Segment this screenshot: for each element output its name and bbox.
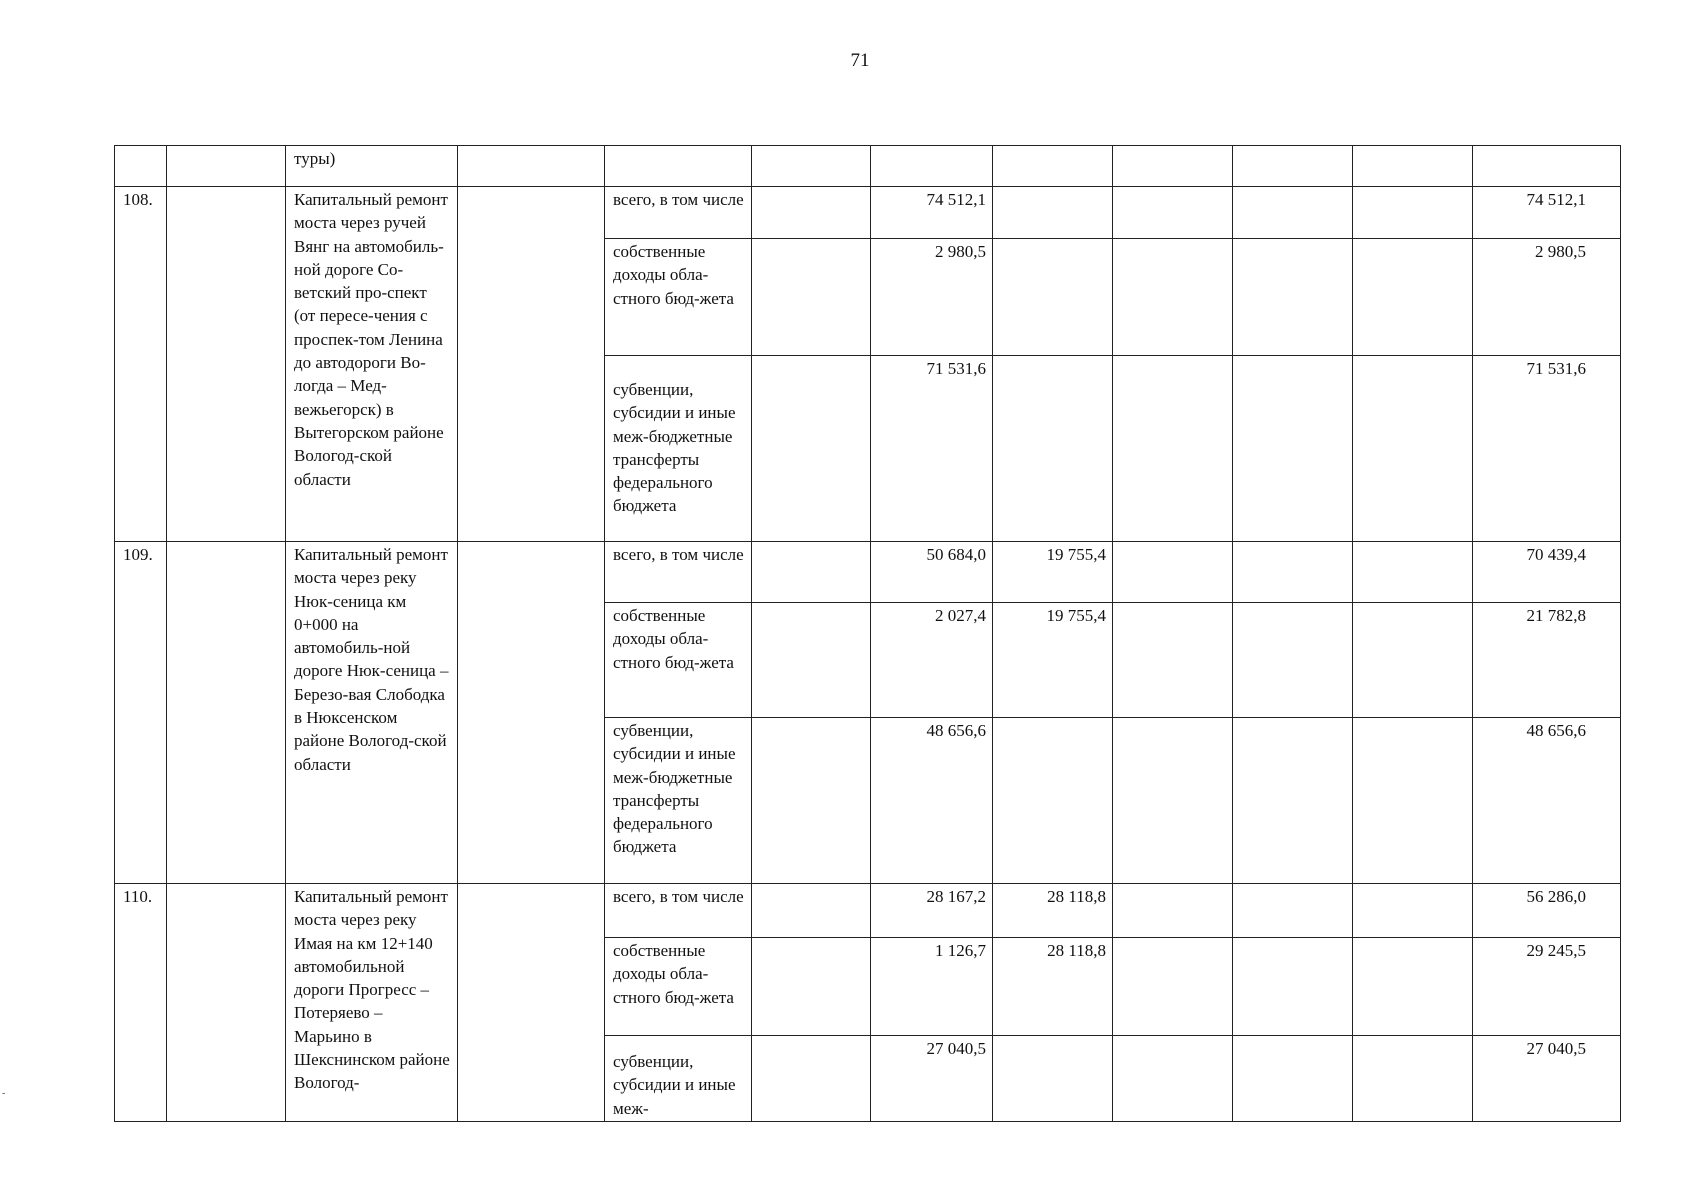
funding-source-cell: субвенции, субсидии и иные меж-бюджетные трансферты федерального бюджета <box>605 718 752 884</box>
value-cell: 71 531,6 <box>871 356 993 542</box>
row-number: 109. <box>115 542 167 884</box>
funding-source-cell: субвенции, субсидии и иные меж- <box>605 1036 752 1122</box>
value-cell: 28 167,2 <box>871 884 993 938</box>
total-cell: 71 531,6 <box>1473 356 1621 542</box>
total-cell: 48 656,6 <box>1473 718 1621 884</box>
scan-mark: - <box>2 1088 6 1099</box>
funding-source-cell: всего, в том числе <box>605 542 752 603</box>
value-cell: 2 027,4 <box>871 603 993 718</box>
total-cell: 21 782,8 <box>1473 603 1621 718</box>
value-cell: 50 684,0 <box>871 542 993 603</box>
page-number: 71 <box>850 50 870 71</box>
object-name-cell: туры) <box>286 146 458 187</box>
value-cell: 19 755,4 <box>993 542 1113 603</box>
total-cell: 74 512,1 <box>1473 187 1621 239</box>
total-cell: 56 286,0 <box>1473 884 1621 938</box>
table-row <box>115 884 1621 938</box>
total-cell: 29 245,5 <box>1473 938 1621 1036</box>
value-cell <box>993 718 1113 884</box>
funding-source-cell: собственные доходы обла-стного бюд-жета <box>605 938 752 1036</box>
funding-source-cell: собственные доходы обла-стного бюд-жета <box>605 603 752 718</box>
row-number: 108. <box>115 187 167 542</box>
table-row-continuation <box>115 146 1621 187</box>
table-row <box>115 187 1621 239</box>
total-cell: 70 439,4 <box>1473 542 1621 603</box>
table-row <box>115 542 1621 603</box>
row-number: 110. <box>115 884 167 1122</box>
value-cell <box>993 1036 1113 1122</box>
total-cell: 2 980,5 <box>1473 239 1621 356</box>
value-cell: 27 040,5 <box>871 1036 993 1122</box>
value-cell: 74 512,1 <box>871 187 993 239</box>
total-cell: 27 040,5 <box>1473 1036 1621 1122</box>
value-cell: 28 118,8 <box>993 884 1113 938</box>
value-cell <box>993 239 1113 356</box>
value-cell: 48 656,6 <box>871 718 993 884</box>
value-cell: 19 755,4 <box>993 603 1113 718</box>
budget-table <box>114 145 1621 1122</box>
object-name-cell: Капитальный ремонт моста через реку Имая на км 12+140 автомобильной дороги Прогресс – Потеряево – Марьино в Шекснинском районе Вологод- <box>286 884 458 1122</box>
funding-source-cell: субвенции, субсидии и иные меж-бюджетные трансферты федерального бюджета <box>605 356 752 542</box>
funding-source-cell: собственные доходы обла-стного бюд-жета <box>605 239 752 356</box>
value-cell: 2 980,5 <box>871 239 993 356</box>
funding-source-cell: всего, в том числе <box>605 187 752 239</box>
value-cell: 1 126,7 <box>871 938 993 1036</box>
funding-source-cell: всего, в том числе <box>605 884 752 938</box>
object-name-cell: Капитальный ремонт моста через реку Нюк-сеница км 0+000 на автомобиль-ной дороге Нюк-сеница – Березо-вая Слободка в Нюксенском районе Вологод-ской области <box>286 542 458 884</box>
value-cell: 28 118,8 <box>993 938 1113 1036</box>
value-cell <box>993 356 1113 542</box>
object-name-cell: Капитальный ремонт моста через ручей Вянг на автомобиль-ной дороге Со-ветский про-спект (от пересе-чения с проспек-том Ленина до автодороги Во-логда – Мед-вежьегорск) в Вытегорском районе Вологод-ской области <box>286 187 458 542</box>
value-cell <box>993 187 1113 239</box>
